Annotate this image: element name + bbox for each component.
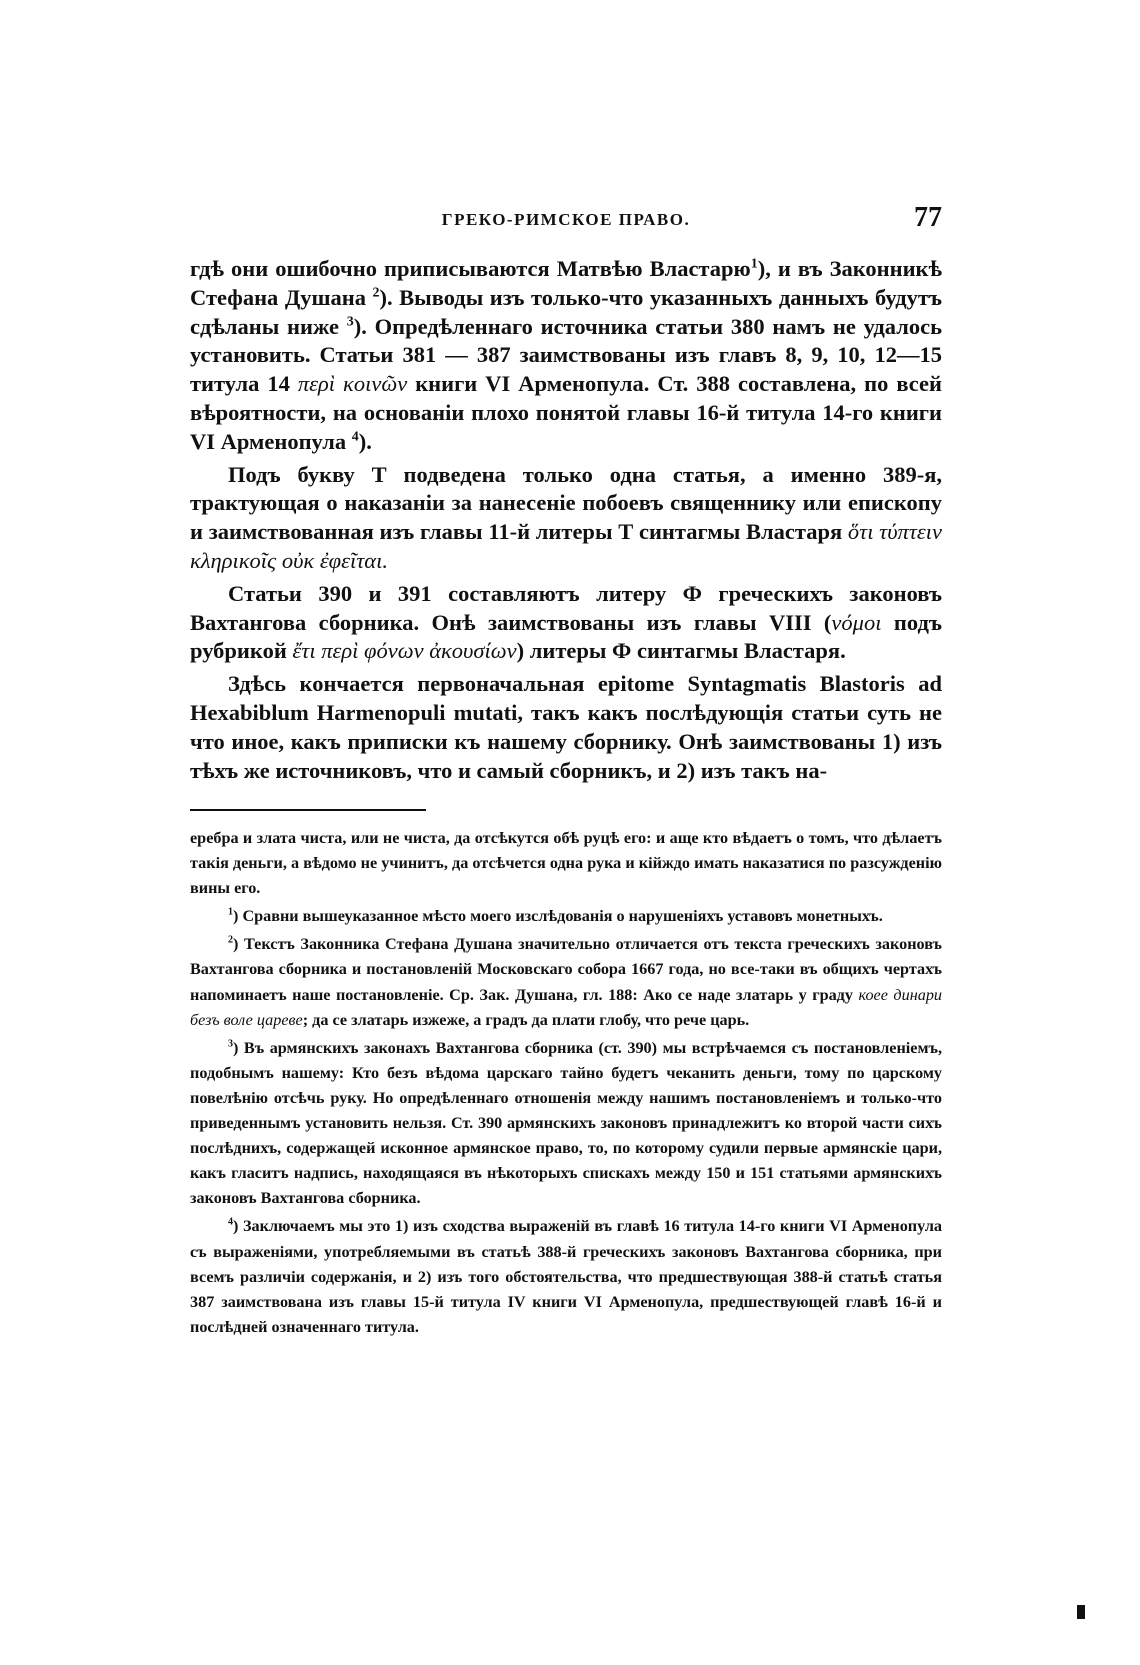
- text-run: Статьи 390 и 391 составляютъ литеру Ф греческихъ законовъ Вахтангова сборника. Онѣ заимствованы изъ главы VIII (: [190, 580, 942, 635]
- text-run: ) Въ армянскихъ законахъ Вахтангова сборника (ст. 390) мы встрѣчаемся съ постановленіемъ, подобнымъ нашему: Кто безъ вѣдома царскаго тайно будетъ чеканить деньги, тому по царскому повелѣнію отсѣчь руку. Но опредѣленнаго отношенія между нашимъ постановленіемъ и только-что приведеннымъ установить нельзя. Ст. 390 армянскихъ законовъ принадлежитъ ко второй части сихъ послѣднихъ, содержащей исконное армянское право, то, по которому судили первые армянскіе цари, какъ гласитъ надпись, находящаяся въ нѣкоторыхъ спискахъ между 150 и 151 статьями армянскихъ законовъ Вахтангова сборника.: [190, 1038, 942, 1208]
- footnote-continuation: [190, 826, 942, 901]
- text-run: ) литеры Ф синтагмы Властаря.: [516, 638, 846, 664]
- text-run: ) Текстъ Законника Стефана Душана значительно отличается отъ текста греческихъ законовъ Вахтангова сборника и постановленій Московскаго собора 1667 года, но все-таки въ общихъ чертахъ напоминаетъ наше постановленіе. Ср. Зак. Душана, гл. 188: Ако се наде златарь у граду: [190, 935, 942, 1004]
- quoted-phrase: νόμοι: [831, 609, 882, 635]
- quoted-phrase: περὶ κοινῶν: [297, 371, 408, 397]
- text-run: ) Сравни вышеуказанное мѣсто моего изслѣдованія о нарушеніяхъ уставовъ монетныхъ.: [233, 907, 883, 926]
- text-run: книги VI Арменопула. Ст. 388 составлена, по всей вѣроятности, на основаніи плохо понятой главы 16-й титула 14-го книги VI Арменопула: [190, 371, 942, 454]
- quoted-phrase: коее динари безъ воле цареве: [190, 985, 943, 1029]
- printer-mark: [1077, 1605, 1085, 1619]
- paragraph: [190, 670, 942, 785]
- paragraph: [190, 580, 942, 666]
- running-title: ГРЕКО-РИМСКОЕ ПРАВО.: [441, 210, 691, 229]
- quoted-phrase: ἔτι περὶ φόνων ἀκουσίων: [292, 638, 517, 664]
- footnote-separator: [190, 809, 426, 811]
- text-run: Здѣсь кончается первоначальная epitome Syntagmatis Blastoris ad Hexabiblum Harmenopuli mutati, такъ какъ послѣдующія статьи суть не что иное, какъ приписки къ нашему сборнику. Онѣ заимствованы 1) изъ тѣхъ же источниковъ, что и самый сборникъ, и 2) изъ такъ на-: [190, 671, 942, 783]
- text-run: ). Опредѣленнаго источника статьи 380 намъ не удалось установить. Статьи 381 — 387 заимствованы изъ главъ 8, 9, 10, 12—15 титула 14: [190, 313, 942, 397]
- running-header: [190, 202, 942, 242]
- footnote: [190, 1036, 942, 1212]
- text-run: ).: [358, 428, 372, 454]
- footnote: [190, 932, 942, 1032]
- footnote-marker: 2: [228, 934, 234, 946]
- text-run: ), и въ Законникѣ Стефана Душана: [190, 256, 942, 310]
- text-run: ) Заключаемъ мы это 1) изъ сходства выраженій въ главѣ 16 титула 14-го книги VI Арменопула съ выраженіями, употребляемыми въ статьѣ 388-й греческихъ законовъ Вахтангова сборника, при всемъ различіи содержанія, и 2) изъ того обстоятельства, что предшествующая 388-й статьѣ статья 387 заимствована изъ главы 15-й титула IV книги VI Арменопула, предшествующей главѣ 16-й и послѣдней означеннаго титула.: [190, 1217, 942, 1336]
- footnote-marker: 4: [351, 429, 359, 445]
- text-run: Подъ букву Т подведена только одна статья, а именно 389-я, трактующая о наказаніи за нанесеніе побоевъ священнику или епископу и заимствованная изъ главы 11-й литеры Т синтагмы Властаря: [190, 461, 942, 545]
- footnote: [190, 904, 942, 929]
- page-number: 77: [914, 202, 942, 233]
- text-run: ). Выводы изъ только-что указанныхъ данныхъ будутъ сдѣланы ниже: [190, 284, 942, 339]
- footnote-marker: 3: [346, 314, 354, 330]
- footnote-marker: 4: [228, 1217, 234, 1229]
- footnote-marker: 2: [372, 285, 380, 301]
- paragraph: [190, 255, 942, 457]
- main-text: [190, 255, 942, 785]
- text-run: подъ рубрикой: [190, 609, 942, 664]
- footnote: [190, 1214, 942, 1339]
- footnote-marker: 1: [228, 906, 234, 918]
- quoted-phrase: ὅτι τύπτειν κληρικοῖς οὐκ ἐφεῖται.: [190, 519, 942, 573]
- text-run: ; да се златарь изжеже, а градъ да плати глобу, что рече царь.: [302, 1010, 750, 1029]
- paragraph: [190, 461, 942, 576]
- text-run: еребра и злата чиста, или не чиста, да отсѣкутся обѣ руцѣ его: и аще кто вѣдаетъ о томъ, что дѣлаетъ такія деньги, а вѣдомо не учинитъ, да отсѣчется одна рука и кійждо имать наказатися по разсужденію вины его.: [190, 829, 942, 898]
- footnote-marker: 1: [750, 256, 758, 272]
- footnotes: [190, 826, 942, 1340]
- footnote-marker: 3: [228, 1038, 234, 1050]
- text-run: гдѣ они ошибочно приписываются Матвѣю Властарю: [190, 256, 751, 281]
